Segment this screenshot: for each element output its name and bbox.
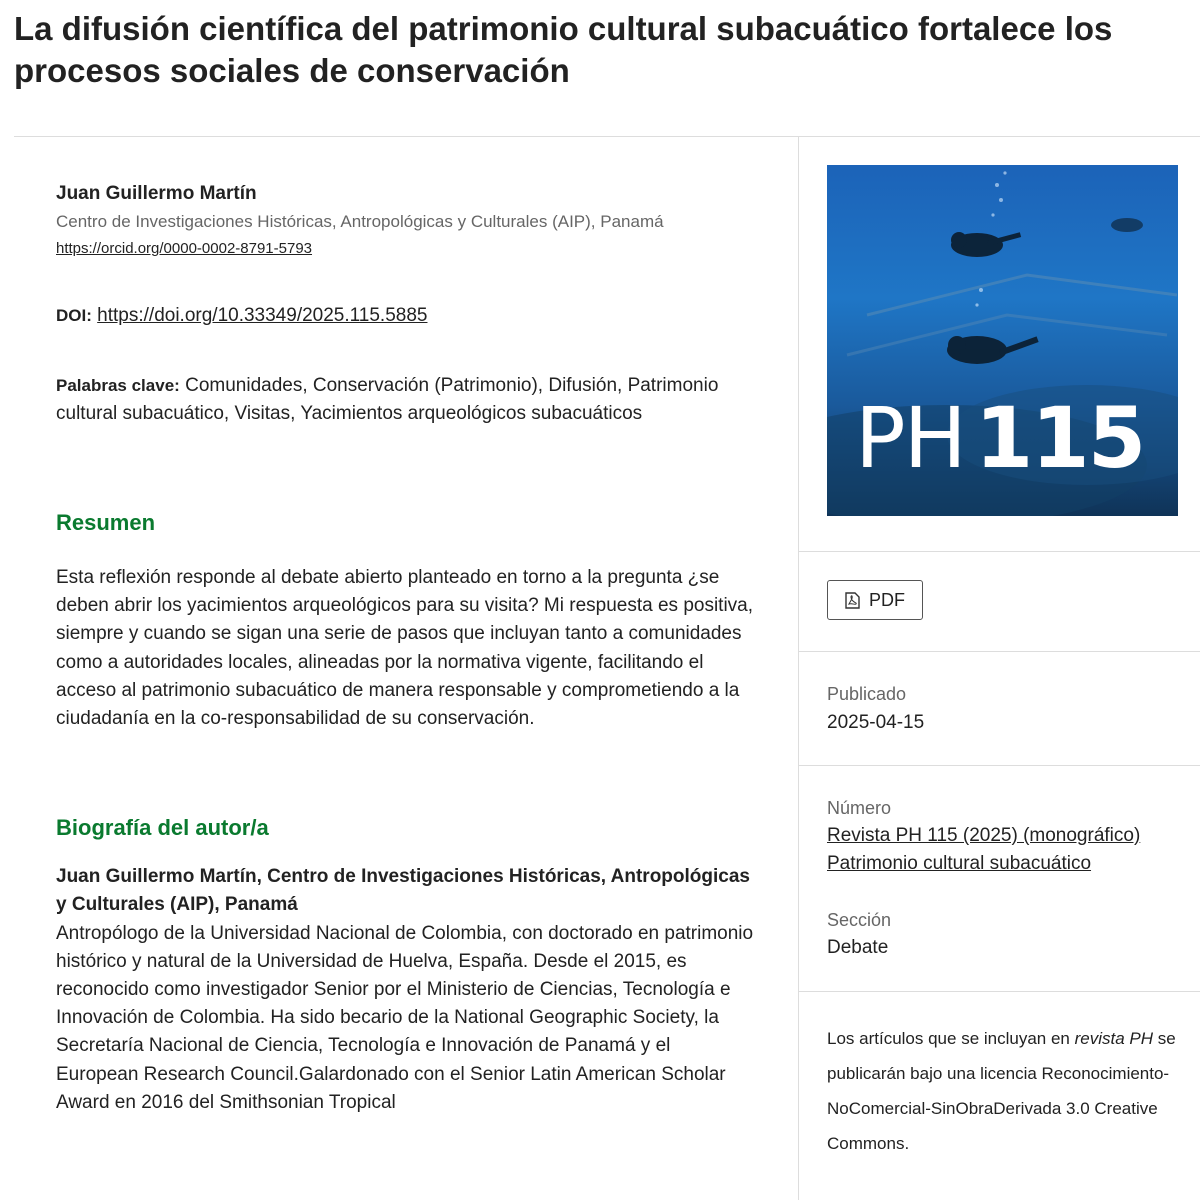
license-text [827, 1021, 1197, 1161]
orcid-link[interactable]: https://orcid.org/0000-0002-8791-5793 [56, 240, 313, 257]
biography-block [56, 863, 756, 1117]
issue-cover-image[interactable] [827, 165, 1178, 516]
diver-upper-icon [951, 232, 1021, 257]
section-value: Debate [827, 937, 889, 958]
published-label: Publicado [827, 684, 907, 704]
pdf-download-button[interactable] [827, 580, 923, 620]
abstract-heading: Resumen [56, 510, 156, 535]
pdf-file-icon [845, 592, 860, 609]
sidebar-divider [799, 551, 1200, 552]
author-name: Juan Guillermo Martín [56, 183, 257, 204]
sidebar-divider [799, 765, 1200, 766]
keywords-block [56, 372, 756, 428]
column-divider [798, 137, 799, 1200]
doi-block [56, 302, 756, 330]
biography-author-line: Juan Guillermo Martín, Centro de Investigaciones Históricas, Antropológicas y Culturales (AIP), Panamá [56, 866, 750, 916]
keywords-text: Comunidades, Conservación (Patrimonio), Difusión, Patrimonio cultural subacuático, Visitas, Yacimientos arqueológicos subacuáticos [56, 375, 719, 424]
section-label: Sección [827, 910, 892, 930]
sidebar-divider [799, 651, 1200, 652]
diver-far-icon [1111, 218, 1143, 232]
diver-lower-icon [947, 336, 1039, 364]
pdf-button-label: PDF [869, 589, 905, 610]
published-date: 2025-04-15 [827, 712, 925, 733]
license-text-start: Los artículos que se incluyan en [827, 1029, 1075, 1048]
sidebar-divider [799, 991, 1200, 992]
biography-text: Antropólogo de la Universidad Nacional de Colombia, con doctorado en patrimonio histórico y natural de la Universidad de Huelva, España. Desde el 2015, es reconocido como investigador Senior por el Ministerio de Ciencias, Tecnología e Innovación de Colombia. Ha sido becario de la National Geographic Society, la Secretaría Nacional de Ciencia, Tecnología e Innovación de Panamá y el European Research Council.Galardonado con el Senior Latin American Scholar Award en 2016 del Smithsonian Tropical [56, 922, 754, 1113]
doi-link[interactable]: https://doi.org/10.33349/2025.115.5885 [97, 305, 428, 326]
abstract-text: Esta reflexión responde al debate abierto planteado en torno a la pregunta ¿se deben abrir los yacimientos arqueológicos para su visita? Mi respuesta es positiva, siempre y cuando se sigan una serie de pasos que incluyan tanto a comunidades como a autoridades locales, alineadas por la normativa vigente, facilitando el acceso al patrimonio subacuático de manera responsable y comprometiendo a la ciudadanía en la co-responsabilidad de su conservación. [56, 567, 754, 730]
keywords-label: Palabras clave: [56, 376, 180, 395]
article-main [56, 180, 756, 1117]
doi-label: DOI: [56, 306, 92, 325]
cover-title [855, 383, 1144, 493]
author-affiliation: Centro de Investigaciones Históricas, Antropológicas y Culturales (AIP), Panamá [56, 212, 664, 231]
title-divider [14, 136, 1200, 137]
license-text-end: se publicarán bajo una licencia Reconocimiento-NoComercial-SinObraDerivada 3.0 Creative Commons. [827, 1029, 1176, 1153]
issue-label: Número [827, 798, 892, 818]
issue-link[interactable]: Revista PH 115 (2025) (monográfico) Patrimonio cultural subacuático [827, 825, 1141, 874]
article-title: La difusión científica del patrimonio cultural subacuático fortalece los procesos sociales de conservación [14, 10, 1113, 89]
license-journal-name: revista PH [1074, 1029, 1154, 1048]
cover-title-ph: PH [855, 389, 965, 487]
cover-title-number: 115 [974, 389, 1145, 487]
biography-heading: Biografía del autor/a [56, 815, 269, 841]
